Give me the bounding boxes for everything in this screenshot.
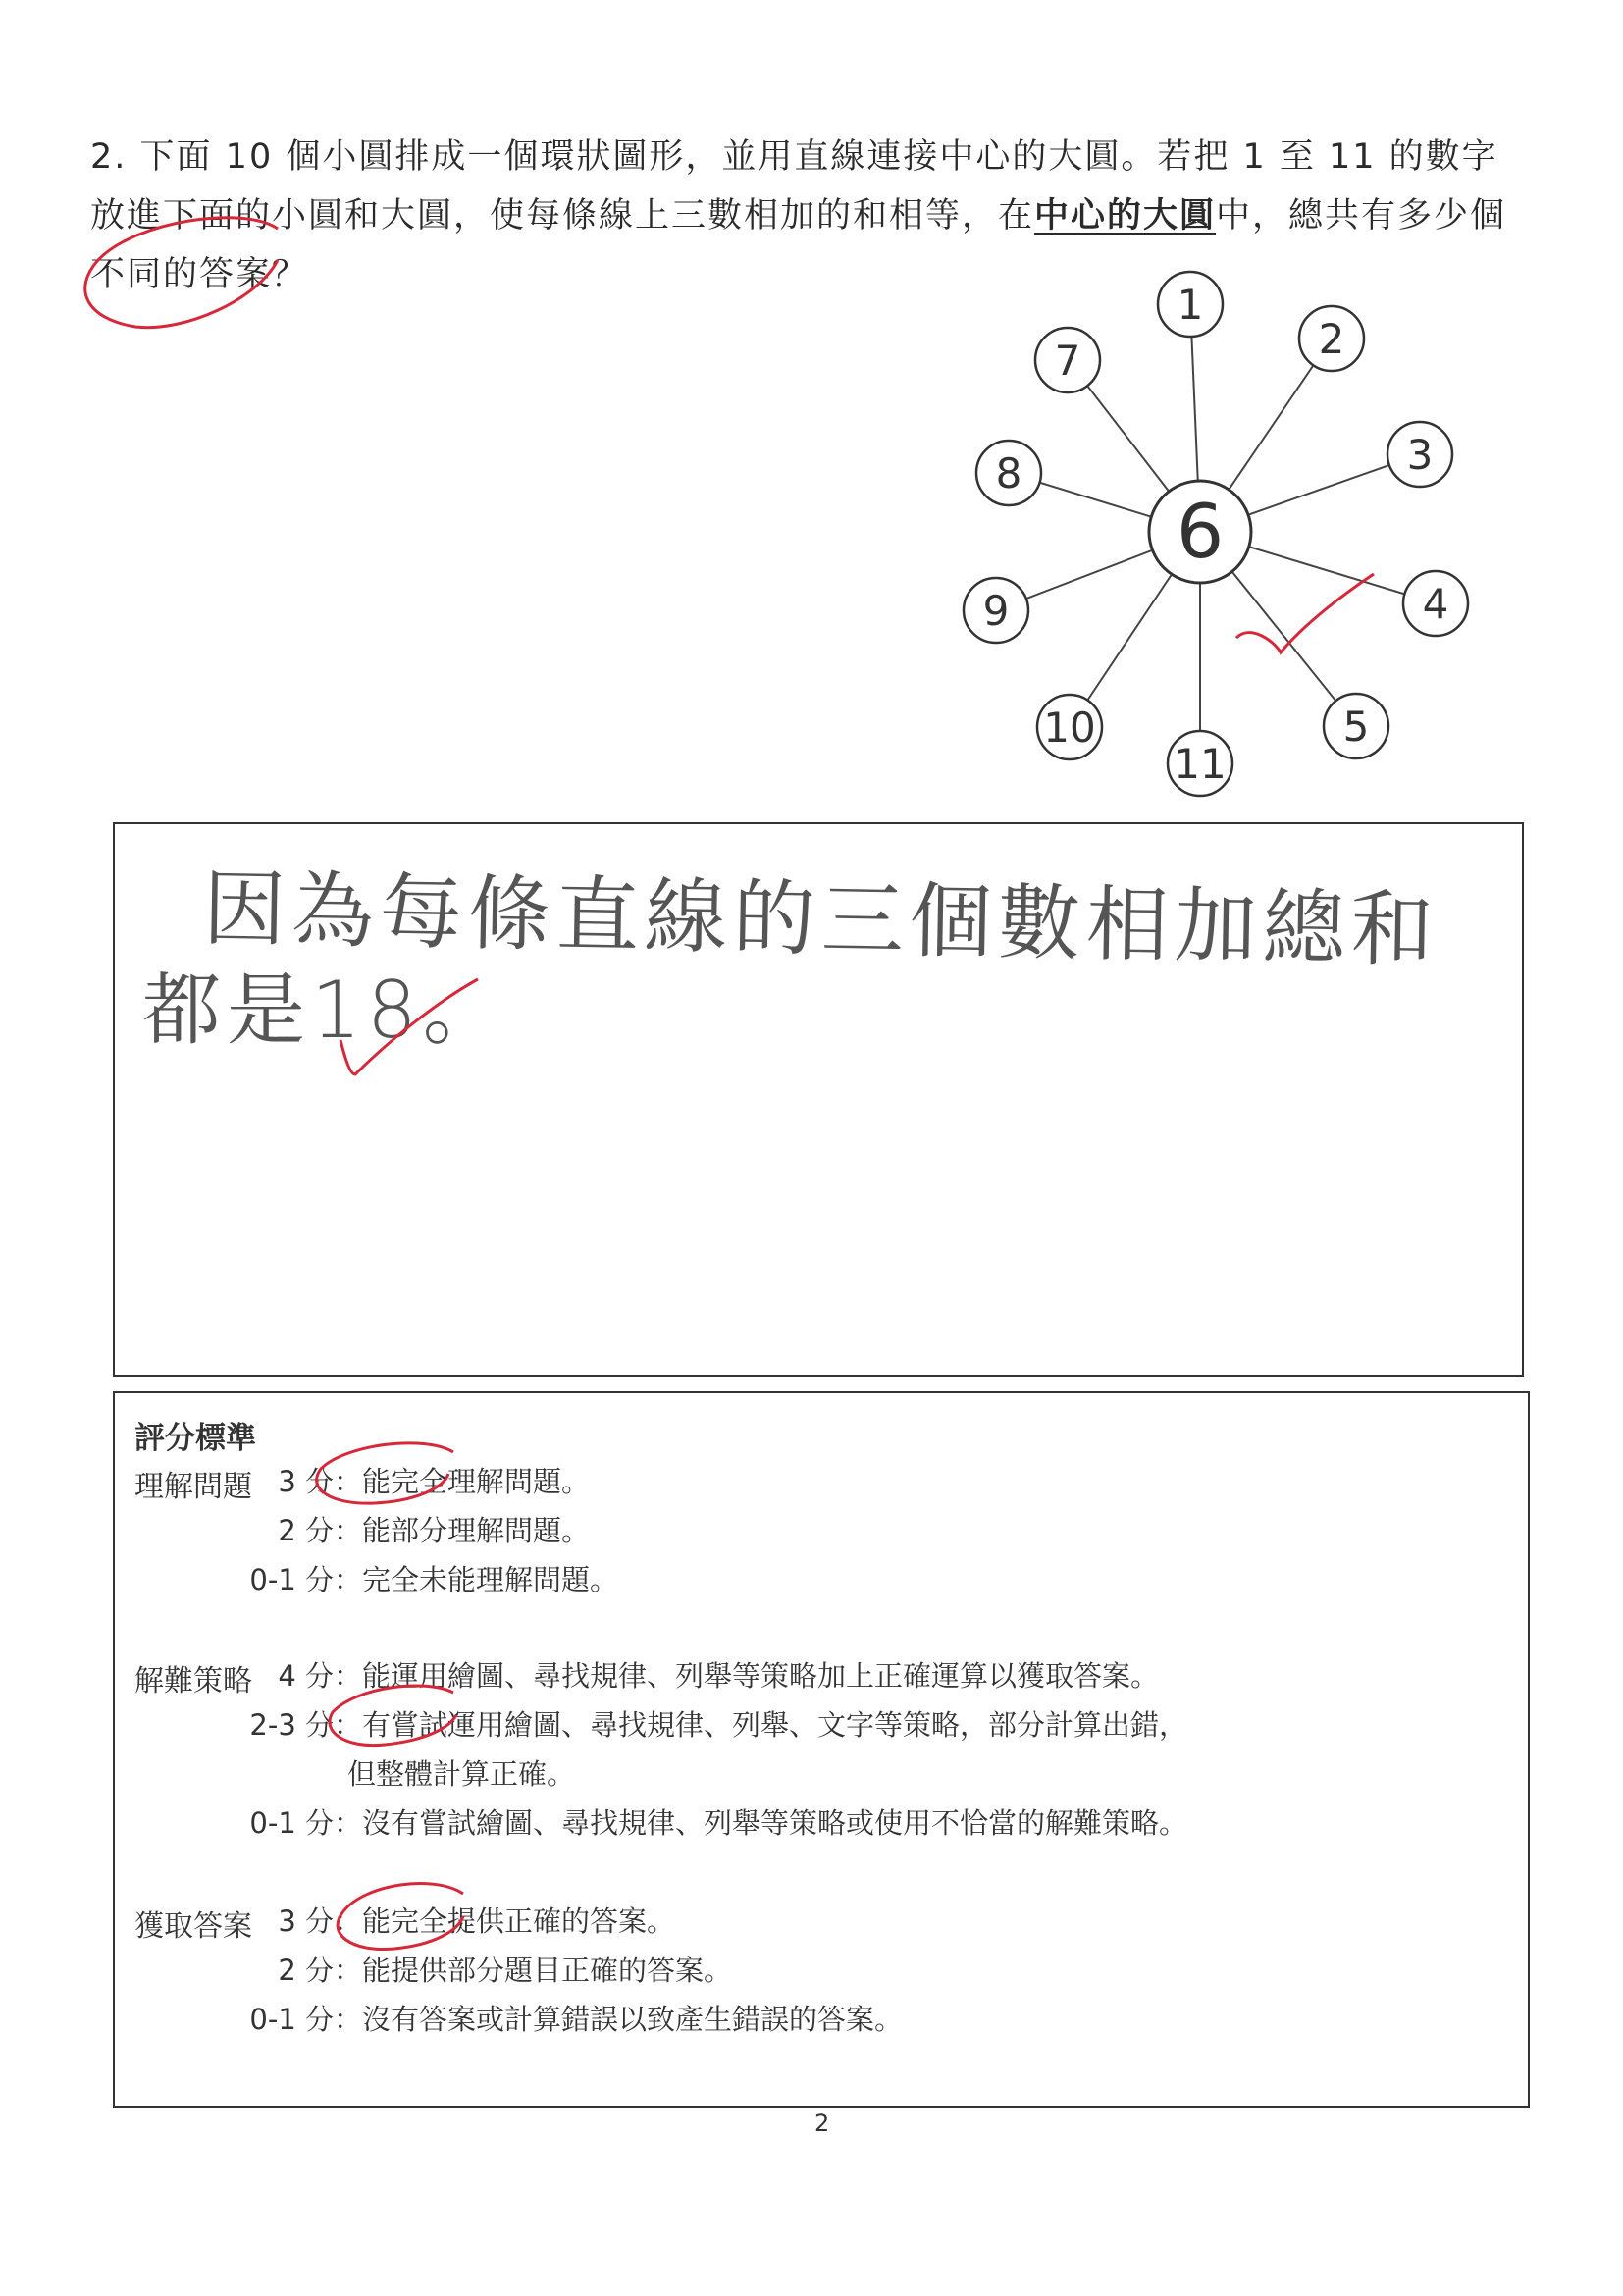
outer-number: 4 [1422,580,1449,628]
question-body: 下面 10 個小圓排成一個環狀圖形，並用直線連接中心的大圓。若把 1 至 11 的數字放進下面的小圓和大圓，使每條線上三數相加的和相等，在 [90,137,1498,235]
rubric-line: 3 分：能完全理解問題。 [278,1465,591,1498]
question-number: 2. [90,137,128,177]
answer-line-2: 都是18。 [142,965,507,1056]
outer-circle [1299,306,1364,371]
rubric-category: 理解問題 [134,1470,252,1504]
outer-circle [1324,694,1388,758]
rubric-category: 解難策略 [134,1664,252,1698]
outer-number: 10 [1043,704,1096,752]
number-wheel-diagram [913,250,1482,814]
rubric-line: 3 分：能完全提供正確的答案。 [278,1905,676,1938]
outer-circle [1387,422,1452,487]
outer-number: 2 [1318,315,1345,363]
outer-number: 11 [1174,740,1227,788]
outer-number: 9 [982,587,1010,635]
red-check-mark [1236,574,1374,652]
center-number: 6 [1176,488,1225,575]
rubric-line: 2 分：能部分理解問題。 [278,1514,591,1547]
outer-circle [964,578,1028,643]
rubric-line: 0-1 分：沒有答案或計算錯誤以致產生錯誤的答案。 [249,2003,904,2036]
center-circle [1149,481,1251,583]
question-body-end: 中，總共有多少個不同的答案？ [90,196,1507,294]
rubric-line: 4 分：能運用繪圖、尋找規律、列舉等策略加上正確運算以獲取答案。 [278,1659,1160,1693]
rubric-line: 2 分：能提供部分題目正確的答案。 [278,1954,733,1987]
rubric-line: 2-3 分：有嘗試運用繪圖、尋找規律、列舉、文字等策略，部分計算出錯， [249,1708,1188,1742]
answer-box [113,822,1524,1377]
rubric-category: 獲取答案 [134,1909,252,1944]
outer-circle [1158,272,1223,337]
outer-circle [1035,328,1100,392]
outer-number: 1 [1177,281,1204,329]
rubric-line: 0-1 分：沒有嘗試繪圖、尋找規律、列舉等策略或使用不恰當的解難策略。 [249,1806,1188,1840]
rubric-line: 但整體計算正確。 [347,1757,576,1791]
outer-number: 7 [1054,337,1081,385]
outer-circle [1168,731,1232,796]
rubric-box [113,1391,1530,2108]
question-highlight: 中心的大圓 [1034,196,1217,235]
rubric-line: 0-1 分：完全未能理解問題。 [249,1563,619,1596]
outer-number: 5 [1342,703,1370,751]
outer-number: 8 [995,449,1022,497]
page-number: 2 [814,2110,830,2137]
answer-line-1: 因為每條直線的三個數相加總和 [202,861,1440,978]
rubric-title: 評分標準 [134,1421,256,1456]
outer-circle [976,441,1041,505]
outer-circle [1037,695,1102,759]
outer-number: 3 [1406,431,1434,479]
outer-circle [1403,571,1468,636]
